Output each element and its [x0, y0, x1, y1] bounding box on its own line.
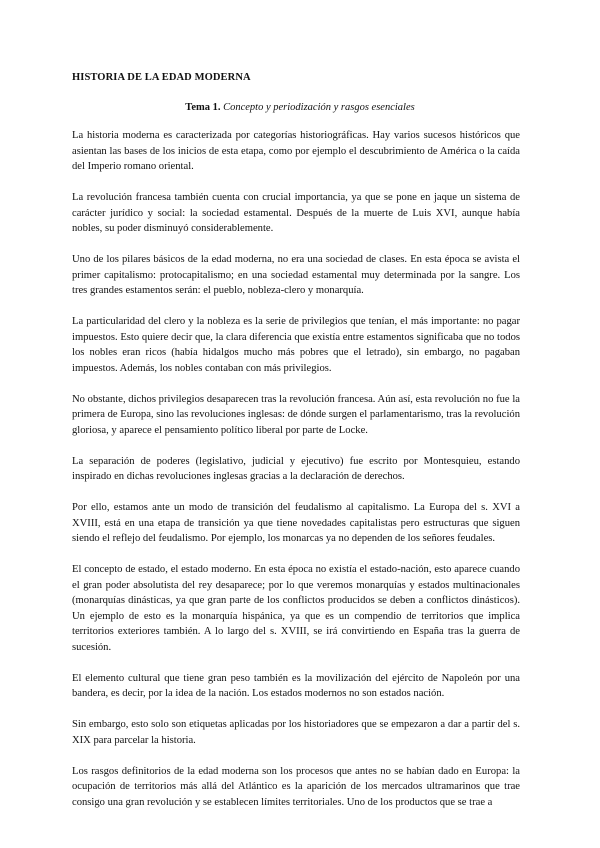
paragraph: La separación de poderes (legislativo, judicial y ejecutivo) fue escrito por Montesquieu, estando inspirado en dichas revoluciones inglesas gracias a la declaración de derechos. [72, 455, 520, 482]
paragraph: El concepto de estado, el estado moderno. En esta época no existía el estado-nación, esto aparece cuando el gran poder absolutista del rey desaparece; por lo que veremos monarquías y estados multinacionales (monarquías dinásticas, ya que gran parte de los conflictos producidos se deben a conflictos dinásticos). Un ejemplo de esto es la monarquía hispánica, ya que es un compendio de territorios que implica territorios exteriores también. A lo largo del s. XVIII, se irá convirtiendo en España tras la guerra de sucesión. [72, 564, 520, 653]
paragraph: Sin embargo, esto solo son etiquetas aplicadas por los historiadores que se empezaron a dar a partir del s. XIX para parcelar la historia. [72, 719, 520, 746]
subtitle-text: Concepto y periodización y rasgos esenciales [223, 102, 415, 113]
document-title: HISTORIA DE LA EDAD MODERNA [72, 72, 251, 83]
paragraph: La historia moderna es caracterizada por categorías historiográficas. Hay varios sucesos históricos que asientan las bases de los inicios de esta etapa, como por ejemplo el descubrimiento de América o la caída del Imperio romano oriental. [72, 130, 520, 172]
subtitle-number: Tema 1. [185, 102, 221, 113]
paragraph: Uno de los pilares básicos de la edad moderna, no era una sociedad de clases. En esta época se avista el primer capitalismo: protocapitalismo; en una sociedad estamental muy determinada por la sangre. Los tres grandes estamentos serán: el pueblo, nobleza-clero y monarquía. [72, 254, 520, 296]
paragraph: La revolución francesa también cuenta con crucial importancia, ya que se pone en jaque un sistema de carácter jurídico y social: la sociedad estamental. Después de la muerte de Luis XVI, aunque había nobles, su poder disminuyó considerablemente. [72, 192, 520, 234]
paragraph: La particularidad del clero y la nobleza es la serie de privilegios que tenían, el más importante: no pagar impuestos. Esto quiere decir que, la clara diferencia que existía entre estamentos significaba que no todos los nobles eran ricos (había hidalgos mucho más pobres que el letrado), sin embargo, no pagaban impuestos. Además, los nobles contaban con más privilegios. [72, 316, 520, 374]
document-body [72, 128, 520, 826]
document-subtitle [0, 102, 600, 113]
paragraph: No obstante, dichos privilegios desaparecen tras la revolución francesa. Aún así, esta revolución no fue la primera de Europa, sino las revoluciones inglesas: de dónde surgen el parlamentarismo, tras la revolución gloriosa, y aparece el pensamiento político liberal por parte de Locke. [72, 393, 520, 436]
paragraph: El elemento cultural que tiene gran peso también es la movilización del ejército de Napoleón por una bandera, es decir, por la idea de la nación. Los estados modernos no son estados nación. [72, 672, 520, 699]
paragraph: Por ello, estamos ante un modo de transición del feudalismo al capitalismo. La Europa del s. XVI a XVIII, está en una etapa de transición ya que tiene novedades capitalistas pero estructuras que siguen siendo el reflejo del feudalismo. Por ejemplo, los monarcas ya no dependen de los señores feudales. [72, 502, 520, 544]
paragraph: Los rasgos definitorios de la edad moderna son los procesos que antes no se habían dado en Europa: la ocupación de territorios más allá del Atlántico es la aparición de los mercados ultramarinos que trae consigo una gran revolución y se establecen límites territoriales. Uno de los productos que se trae a [72, 765, 520, 808]
